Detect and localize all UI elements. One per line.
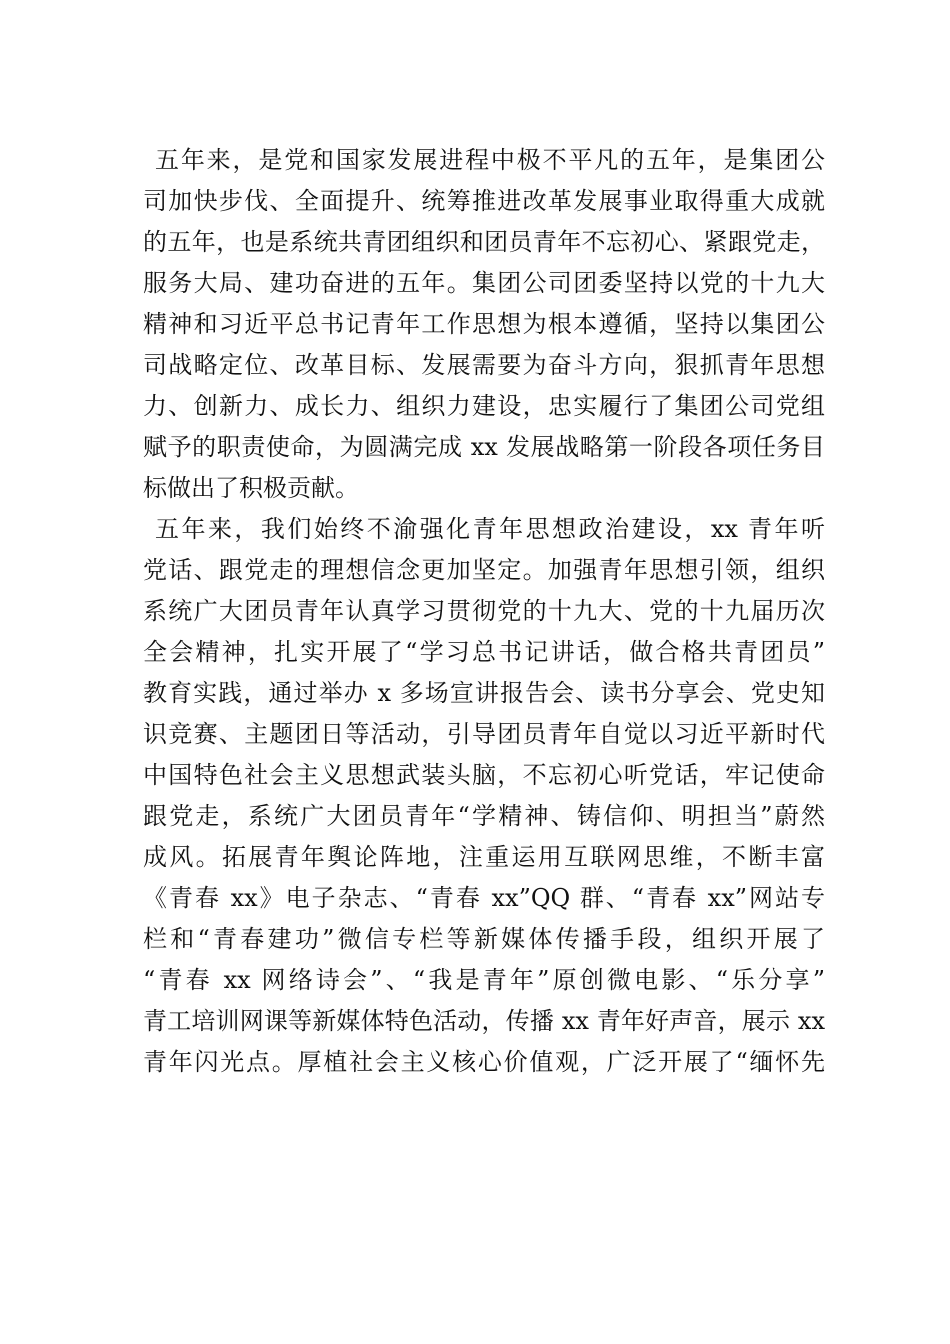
- text-line: 标做出了积极贡献。: [143, 474, 359, 502]
- text-line: 服务大局、建功奋进的五年。集团公司团委坚持以党的十九大: [143, 269, 825, 297]
- text-line: 青年闪光点。厚植社会主义核心价值观，广泛开展了“缅怀先: [143, 1048, 825, 1076]
- text-line: 赋予的职责使命，为圆满完成 xx 发展战略第一阶段各项任务目: [143, 433, 825, 461]
- paragraph-1: [143, 140, 825, 509]
- text-line: 五年来，我们始终不渝强化青年思想政治建设，xx 青年听: [155, 515, 825, 543]
- text-line: 识竞赛、主题团日等活动，引导团员青年自觉以习近平新时代: [143, 720, 825, 748]
- text-line: 教育实践，通过举办 x 多场宣讲报告会、读书分享会、党史知: [143, 679, 825, 707]
- text-line: 中国特色社会主义思想武装头脑，不忘初心听党话，牢记使命: [143, 761, 825, 789]
- text-line: 力、创新力、成长力、组织力建设，忠实履行了集团公司党组: [143, 392, 825, 420]
- paragraph-2: [143, 509, 825, 1083]
- text-line: “青春 xx 网络诗会”、“我是青年”原创微电影、“乐分享”: [143, 966, 825, 994]
- document-body: [143, 140, 825, 1083]
- text-line: 栏和“青春建功”微信专栏等新媒体传播手段，组织开展了: [143, 925, 825, 953]
- text-line: 的五年，也是系统共青团组织和团员青年不忘初心、紧跟党走，: [143, 228, 825, 256]
- text-line: 成风。拓展青年舆论阵地，注重运用互联网思维，不断丰富: [143, 843, 825, 871]
- text-line: 司加快步伐、全面提升、统筹推进改革发展事业取得重大成就: [143, 187, 825, 215]
- text-line: 精神和习近平总书记青年工作思想为根本遵循，坚持以集团公: [143, 310, 825, 338]
- text-line: 《青春 xx》电子杂志、“青春 xx”QQ 群、“青春 xx”网站专: [143, 884, 825, 912]
- text-line: 全会精神，扎实开展了“学习总书记讲话，做合格共青团员”: [143, 638, 825, 666]
- text-line: 系统广大团员青年认真学习贯彻党的十九大、党的十九届历次: [143, 597, 825, 625]
- text-line: 党话、跟党走的理想信念更加坚定。加强青年思想引领，组织: [143, 556, 825, 584]
- text-line: 青工培训网课等新媒体特色活动，传播 xx 青年好声音，展示 xx: [143, 1007, 825, 1035]
- text-line: 五年来，是党和国家发展进程中极不平凡的五年，是集团公: [155, 146, 825, 174]
- text-line: 司战略定位、改革目标、发展需要为奋斗方向，狠抓青年思想: [143, 351, 825, 379]
- text-line: 跟党走，系统广大团员青年“学精神、铸信仰、明担当”蔚然: [143, 802, 825, 830]
